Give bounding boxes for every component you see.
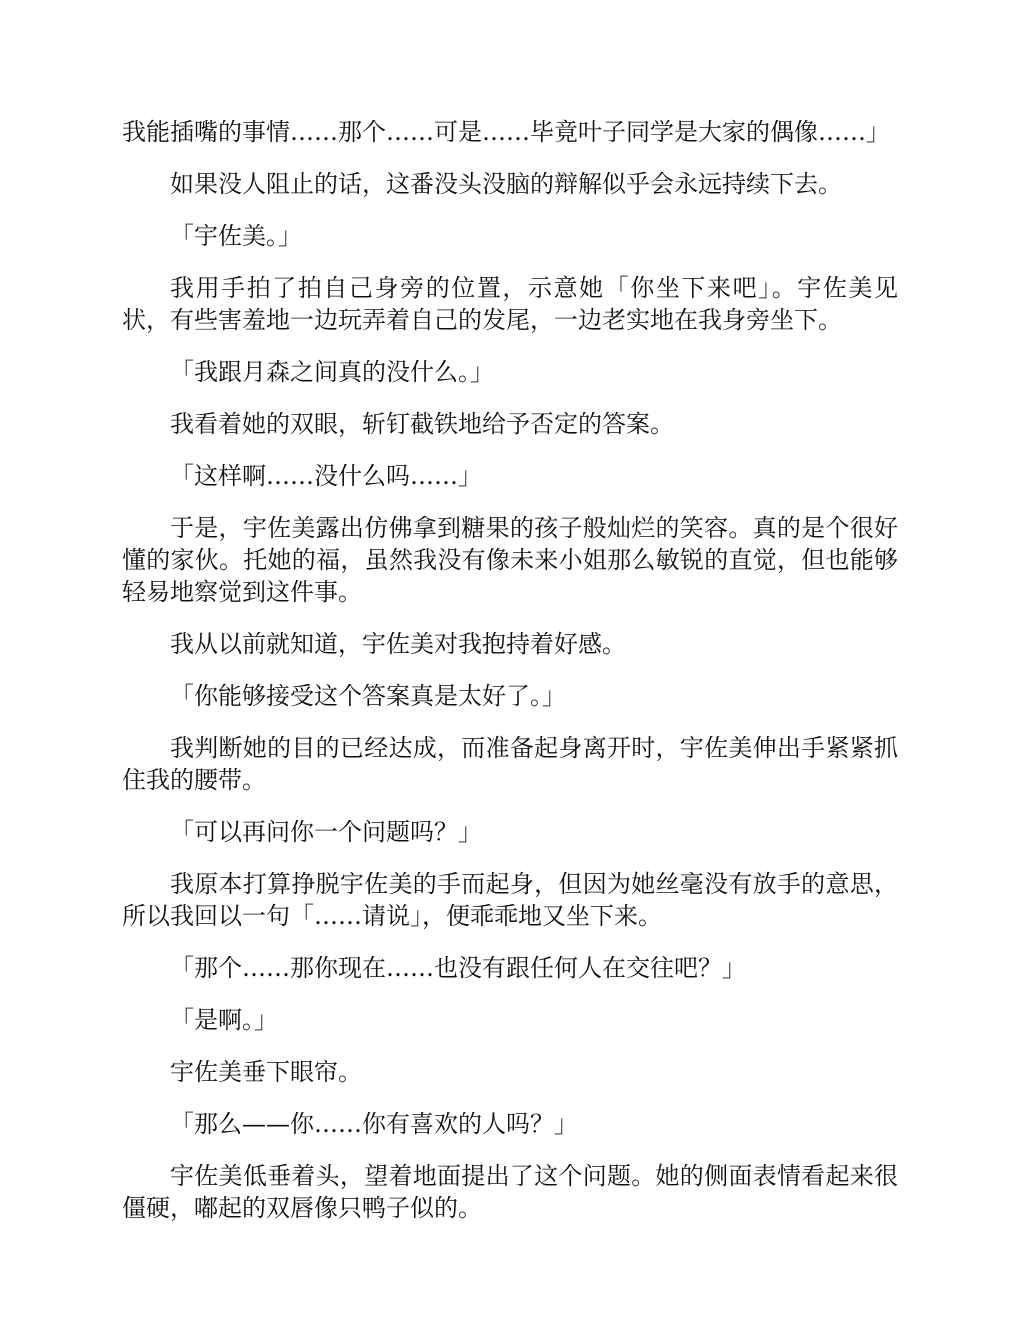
paragraph: 于是，宇佐美露出仿佛拿到糖果的孩子般灿烂的笑容。真的是个很好懂的家伙。托她的福，虽然我没有像未来小姐那么敏锐的直觉，但也能够轻易地察觉到这件事。 xyxy=(122,514,898,606)
paragraph: 「你能够接受这个答案真是太好了。」 xyxy=(170,682,566,710)
paragraph: 「这样啊……没什么吗……」 xyxy=(170,462,482,490)
paragraph: 我用手拍了拍自己身旁的位置，示意她「你坐下来吧」。宇佐美见状，有些害羞地一边玩弄着自己的发尾，一边老实地在我身旁坐下。 xyxy=(122,274,898,334)
paragraph: 我判断她的目的已经达成，而准备起身离开时，宇佐美伸出手紧紧抓住我的腰带。 xyxy=(122,734,898,794)
paragraph: 我看着她的双眼，斩钉截铁地给予否定的答案。 xyxy=(170,410,674,438)
paragraph: 「可以再问你一个问题吗？」 xyxy=(170,818,482,846)
paragraph: 我原本打算挣脱宇佐美的手而起身，但因为她丝毫没有放手的意思，所以我回以一句「……请说」，便乖乖地又坐下来。 xyxy=(122,870,898,930)
paragraph: 如果没人阻止的话，这番没头没脑的辩解似乎会永远持续下去。 xyxy=(170,170,842,198)
paragraph: 宇佐美垂下眼帘。 xyxy=(170,1058,362,1086)
paragraph: 宇佐美低垂着头，望着地面提出了这个问题。她的侧面表情看起来很僵硬，嘟起的双唇像只鸭子似的。 xyxy=(122,1162,898,1222)
paragraph: 「我跟月森之间真的没什么。」 xyxy=(170,358,494,386)
paragraph: 我从以前就知道，宇佐美对我抱持着好感。 xyxy=(170,630,626,658)
paragraph: 「宇佐美。」 xyxy=(170,222,302,250)
paragraph: 我能插嘴的事情……那个……可是……毕竟叶子同学是大家的偶像……」 xyxy=(122,118,890,146)
paragraph: 「是啊。」 xyxy=(170,1006,278,1034)
paragraph: 「那么——你……你有喜欢的人吗？」 xyxy=(170,1110,578,1138)
paragraph: 「那个……那你现在……也没有跟任何人在交往吧？」 xyxy=(170,954,746,982)
text-body xyxy=(122,116,898,1244)
